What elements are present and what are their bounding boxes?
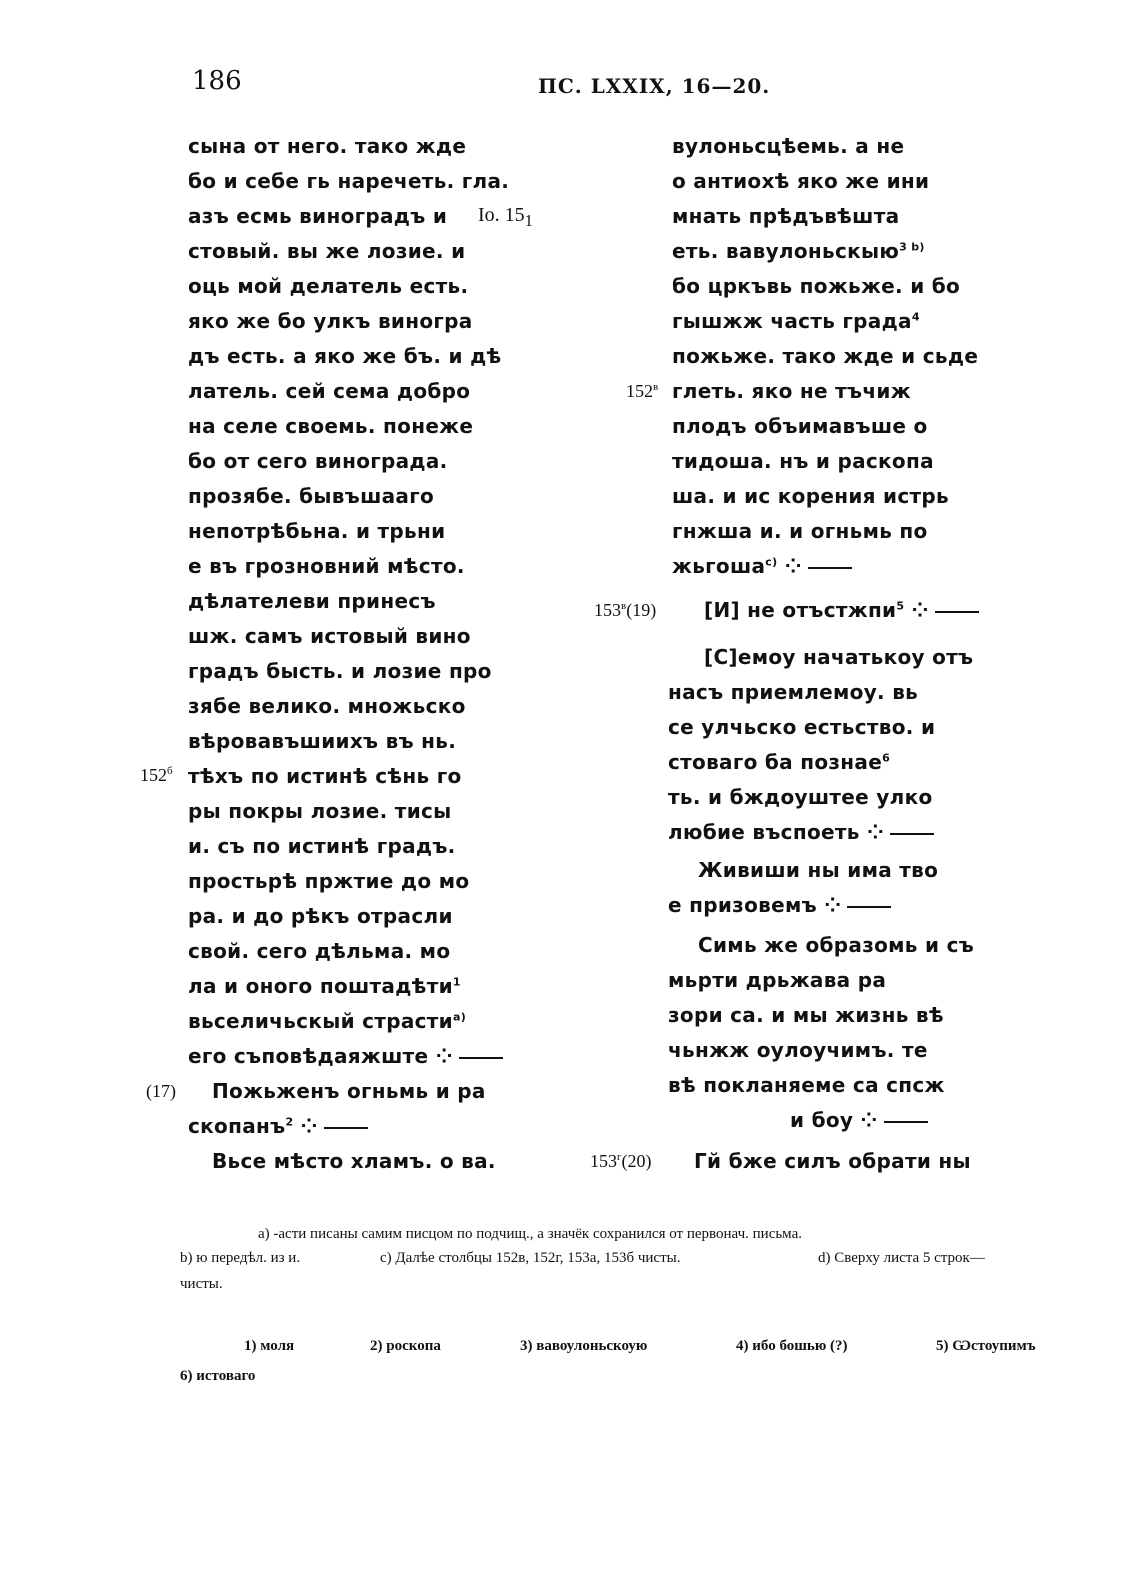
section-rule	[847, 906, 891, 908]
punct-mark: ⁘	[435, 1044, 453, 1068]
folio-number: 152	[626, 381, 653, 401]
left-line: тѣхъ по истинѣ сѣнь го	[188, 764, 462, 788]
folio-marker	[626, 381, 658, 402]
variant-reading: 1) моля	[244, 1338, 295, 1354]
note-line: чисты.	[180, 1276, 223, 1292]
variant-reading: 6) истоваго	[180, 1368, 256, 1384]
left-line: латель. сей сема добро	[188, 379, 471, 403]
note-c: c) Далѣе столбцы 152в, 152г, 153а, 153б чисты.	[380, 1250, 681, 1266]
left-line: на селе своемь. понеже	[188, 414, 474, 438]
left-line: бо от сего винограда.	[188, 449, 448, 473]
right-line: Гй бже силъ обрати ны	[694, 1149, 971, 1173]
left-line-text: ла и оного поштадѣти	[188, 974, 453, 998]
right-line: Живиши ны има тво	[698, 858, 939, 882]
left-line: градъ бысть. и лозие про	[188, 659, 492, 683]
folio-sup: в	[621, 600, 627, 612]
left-line: зябе велико. множьско	[188, 694, 466, 718]
variant-reading: 4) ибо бошью (?)	[736, 1338, 848, 1354]
footnote-marker: 5	[896, 599, 905, 613]
section-rule	[459, 1057, 503, 1059]
left-line: шж. самъ истовый вино	[188, 624, 471, 648]
punct-mark: ⁘	[866, 820, 885, 844]
right-line-text: гышжж часть града	[672, 309, 912, 333]
variant-reading: 2) роскопа	[370, 1338, 441, 1354]
right-line: пожьже. тако жде и сьде	[672, 344, 979, 368]
left-line: сына от него. тако жде	[188, 134, 467, 158]
punct-mark: ⁘	[860, 1108, 878, 1132]
left-line-text: вьселичьскый страсти	[188, 1009, 453, 1033]
footnote-marker: 1	[452, 975, 461, 989]
right-line: чьнжж оулоучимъ. те	[668, 1038, 928, 1062]
left-line	[188, 1114, 368, 1138]
left-line: е въ грозновний мѣсто.	[188, 554, 465, 578]
right-line: мнать прѣдъвѣшта	[672, 204, 900, 228]
punct-mark: ⁘	[824, 893, 842, 917]
right-line	[672, 554, 852, 578]
right-line: вѣ покланяеме са спсж	[668, 1073, 945, 1097]
right-line: о антиохѣ яко же ини	[672, 169, 930, 193]
right-line: ть. и бждоуштее улко	[668, 785, 933, 809]
right-line: ша. и ис корения истрь	[672, 484, 949, 508]
left-line: дѣлателеви принесъ	[188, 589, 436, 613]
scripture-ref	[478, 204, 533, 231]
right-line: [С]емоу начатькоу отъ	[704, 645, 974, 669]
folio-marker	[594, 600, 656, 621]
scripture-ref-text: Іо. 15	[478, 204, 525, 226]
left-line: бо и себе гь наречеть. гла.	[188, 169, 510, 193]
page-number: 186	[192, 66, 242, 96]
verse-number: (17)	[146, 1081, 176, 1101]
right-line	[668, 893, 891, 917]
right-line-text: е призовемъ	[668, 893, 817, 917]
folio-number: 153	[594, 600, 621, 620]
footnote-marker: 4	[911, 310, 920, 324]
right-line: вулоньсцѣемь. а не	[672, 134, 905, 158]
folio-number: 153	[590, 1151, 617, 1171]
folio-number: 152	[140, 765, 167, 785]
left-line: непотрѣбьна. и трьни	[188, 519, 446, 543]
section-rule	[890, 833, 934, 835]
left-line	[188, 1009, 466, 1033]
section-rule	[324, 1127, 368, 1129]
section-rule	[935, 611, 979, 613]
right-line: тидоша. нъ и раскопа	[672, 449, 934, 473]
left-line: ры покры лозие. тисы	[188, 799, 452, 823]
note-b: b) ю передѣл. из и.	[180, 1250, 301, 1266]
folio-sup: б	[167, 765, 173, 777]
left-line-text: его съповѣдаяжште	[188, 1044, 429, 1068]
right-line-text: любие въспоеть	[668, 820, 860, 844]
right-line: гнжша и. и огньмь по	[672, 519, 928, 543]
footnote-marker: 3 b)	[899, 240, 925, 254]
right-line-text: жьгоша	[672, 554, 766, 578]
variant-reading: 3) вавоулоньскоую	[520, 1338, 648, 1354]
left-line	[188, 1044, 503, 1068]
right-line-text: стоваго ба познае	[668, 750, 883, 774]
left-line-text: скопанъ	[188, 1114, 286, 1138]
right-line-text: [И] не отъстжпи	[704, 598, 897, 622]
left-line: и. съ по истинѣ градъ.	[188, 834, 456, 858]
right-line	[672, 309, 920, 333]
left-line: Пожьженъ огньмь и ра	[212, 1079, 486, 1103]
left-line: вѣровавъшиихъ въ нь.	[188, 729, 457, 753]
right-line	[668, 750, 890, 774]
left-line: свой. сего дѣльма. мо	[188, 939, 451, 963]
folio-sup: в	[653, 381, 659, 393]
left-line: азъ есмь виноградъ и	[188, 204, 448, 228]
left-line: стовый. вы же лозие. и	[188, 239, 466, 263]
right-line: се улчьско естьство. и	[668, 715, 936, 739]
section-rule	[884, 1121, 928, 1123]
left-line: яко же бо улкъ виногра	[188, 309, 473, 333]
punct-mark: ⁘	[911, 598, 929, 622]
left-line: Вьсе мѣсто хламъ. о ва.	[212, 1149, 496, 1173]
right-line: глеть. яко не тъчиж	[672, 379, 911, 403]
verse-number: (19)	[626, 600, 657, 620]
right-line-text: и боу	[790, 1108, 854, 1132]
left-line	[188, 974, 461, 998]
right-line	[668, 820, 934, 844]
footnote-marker: c)	[765, 555, 778, 569]
footnote-marker: 6	[882, 751, 891, 765]
folio-marker	[140, 765, 173, 786]
footnote-marker: a)	[452, 1010, 467, 1024]
folio-sup: г	[617, 1151, 622, 1163]
running-head: ПС. LXXIX, 16—20.	[538, 74, 771, 98]
left-line: оць мой делатель есть.	[188, 274, 469, 298]
left-line: ра. и до рѣкъ отрасли	[188, 904, 453, 928]
footnote-marker: 2	[285, 1115, 294, 1129]
left-line: простьрѣ пржтие до мо	[188, 869, 470, 893]
note-d: d) Сверху листа 5 строк—	[818, 1250, 985, 1266]
note-line: a) -асти писаны самим писцом по подчищ., а значёк сохранился от первонач. письма.	[258, 1226, 802, 1242]
right-line: плодъ объимавъше о	[672, 414, 928, 438]
right-line	[790, 1108, 928, 1132]
right-line: бо цркъвь пожьже. и бо	[672, 274, 961, 298]
left-line: дъ есть. а яко же бъ. и дѣ	[188, 344, 502, 368]
right-line	[704, 598, 979, 622]
right-line: зори са. и мы жизнь вѣ	[668, 1003, 944, 1027]
right-line: мьрти дрьжава ра	[668, 968, 887, 992]
right-line	[672, 239, 925, 263]
folio-marker	[590, 1151, 652, 1172]
punct-mark: ⁘	[784, 554, 802, 578]
left-line: прозябе. бывъшааго	[188, 484, 434, 508]
punct-mark: ⁘	[300, 1114, 318, 1138]
right-line-text: еть. вавулоньскыю	[672, 239, 900, 263]
right-line: Симь же образомь и съ	[698, 933, 975, 957]
right-line: насъ приемлемоу. вь	[668, 680, 919, 704]
variant-reading: 5) Ѡстоупимъ	[936, 1338, 1036, 1354]
section-rule	[808, 567, 852, 569]
scripture-ref-sub: 1	[524, 211, 533, 230]
verse-number: (20)	[621, 1151, 652, 1171]
